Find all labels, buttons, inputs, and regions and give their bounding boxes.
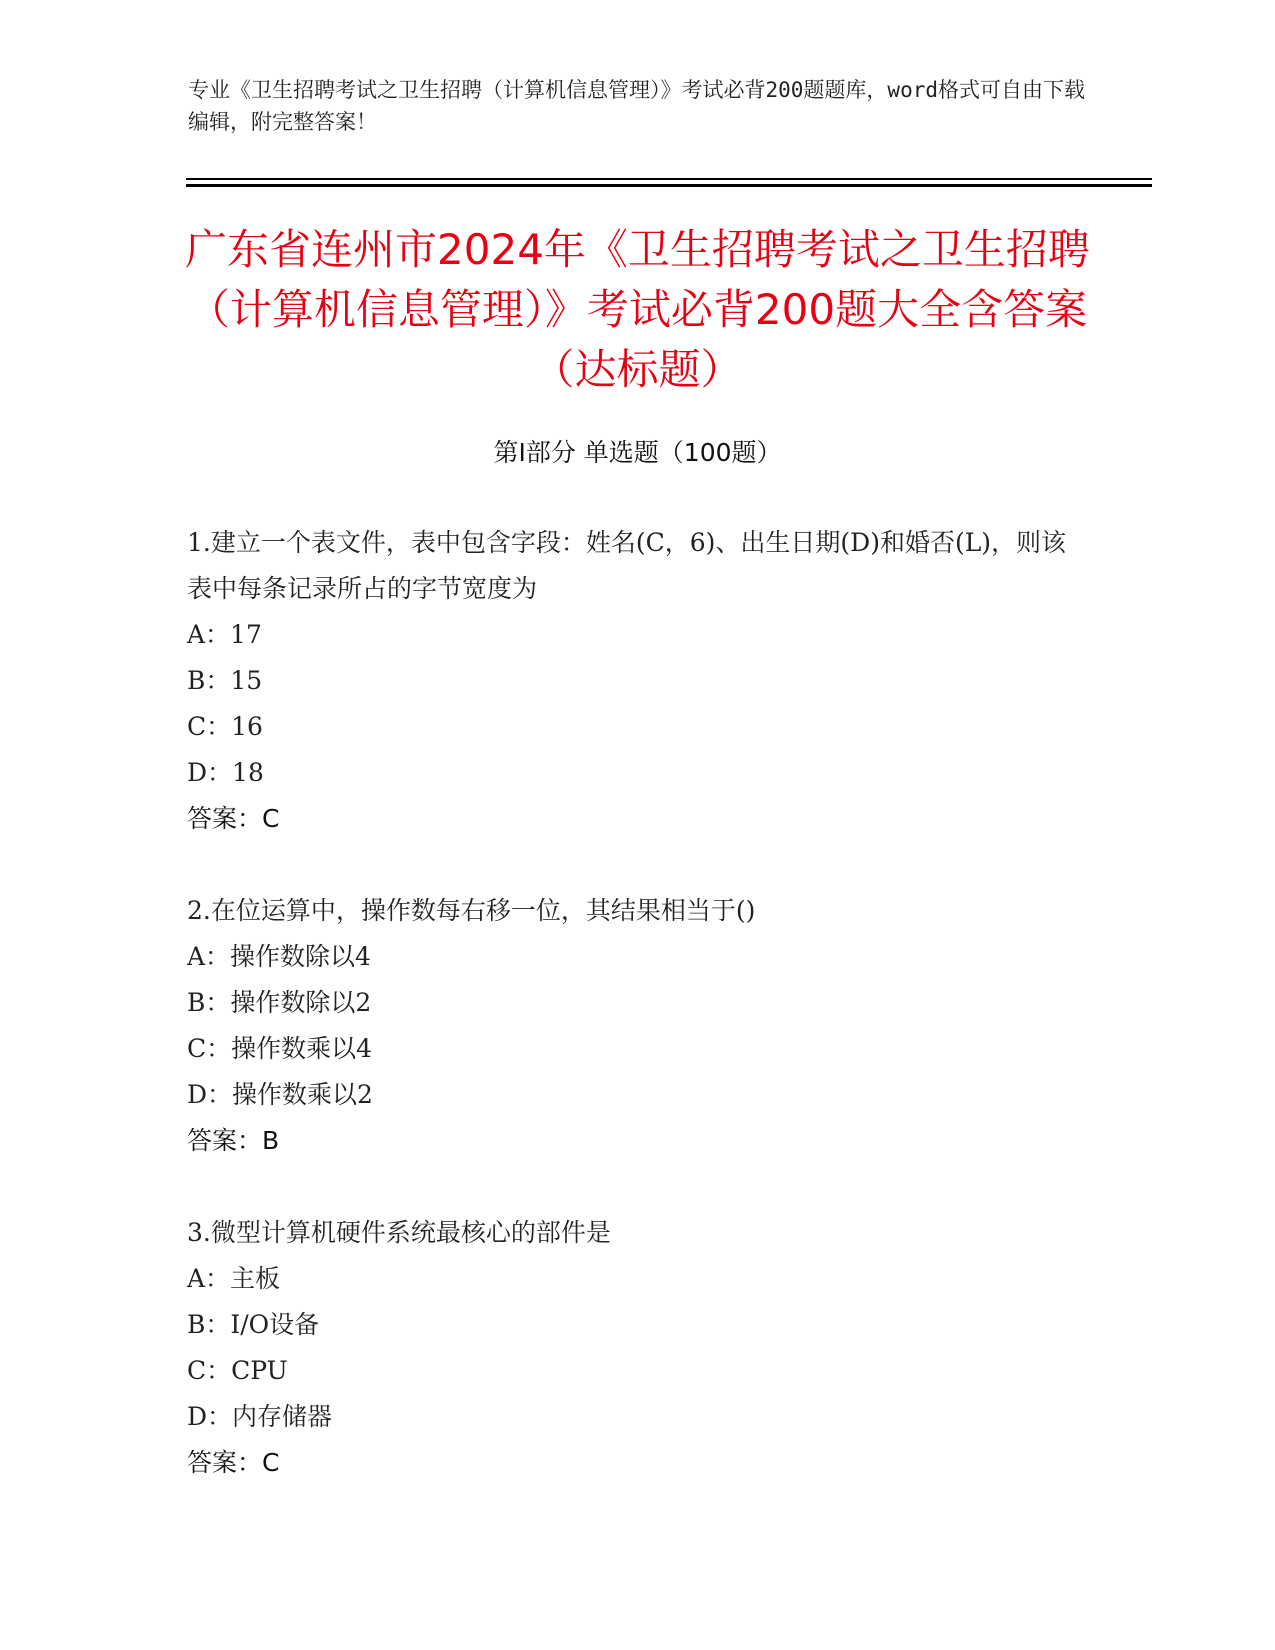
option-d: D：内存储器: [187, 1402, 333, 1431]
header-note: 专业《卫生招聘考试之卫生招聘（计算机信息管理）》考试必背200题题库，word格式可自由下载编辑，附完整答案！: [188, 78, 1085, 134]
option-c: C：16: [187, 712, 263, 741]
document-title: 广东省连州市2024年《卫生招聘考试之卫生招聘（计算机信息管理）》考试必背200题大全含答案（达标题）: [185, 225, 1090, 394]
answer: 答案：C: [187, 1448, 280, 1477]
option-a: A：主板: [187, 1264, 281, 1293]
question-2: [187, 888, 1087, 1164]
option-b: B：I/O设备: [187, 1310, 320, 1339]
question-3: [187, 1210, 1087, 1486]
divider-thick: [186, 184, 1152, 187]
section-heading: 第Ⅰ部分 单选题（100题）: [493, 438, 782, 467]
question-stem: 1.建立一个表文件，表中包含字段：姓名(C，6)、出生日期(D)和婚否(L)，则该表中每条记录所占的字节宽度为: [187, 528, 1067, 603]
option-a: A：17: [187, 620, 262, 649]
question-1: [187, 520, 1087, 842]
answer: 答案：C: [187, 804, 280, 833]
question-stem: 2.在位运算中，操作数每右移一位，其结果相当于(): [187, 896, 756, 925]
option-d: D：操作数乘以2: [187, 1080, 373, 1109]
question-list: [187, 520, 1087, 1532]
option-d: D：18: [187, 758, 264, 787]
answer: 答案：B: [187, 1126, 280, 1155]
option-b: B：操作数除以2: [187, 988, 372, 1017]
question-stem: 3.微型计算机硬件系统最核心的部件是: [187, 1218, 611, 1247]
option-a: A：操作数除以4: [187, 942, 371, 971]
divider-thin: [186, 178, 1152, 180]
option-b: B：15: [187, 666, 263, 695]
option-c: C：操作数乘以4: [187, 1034, 373, 1063]
option-c: C：CPU: [187, 1356, 288, 1385]
